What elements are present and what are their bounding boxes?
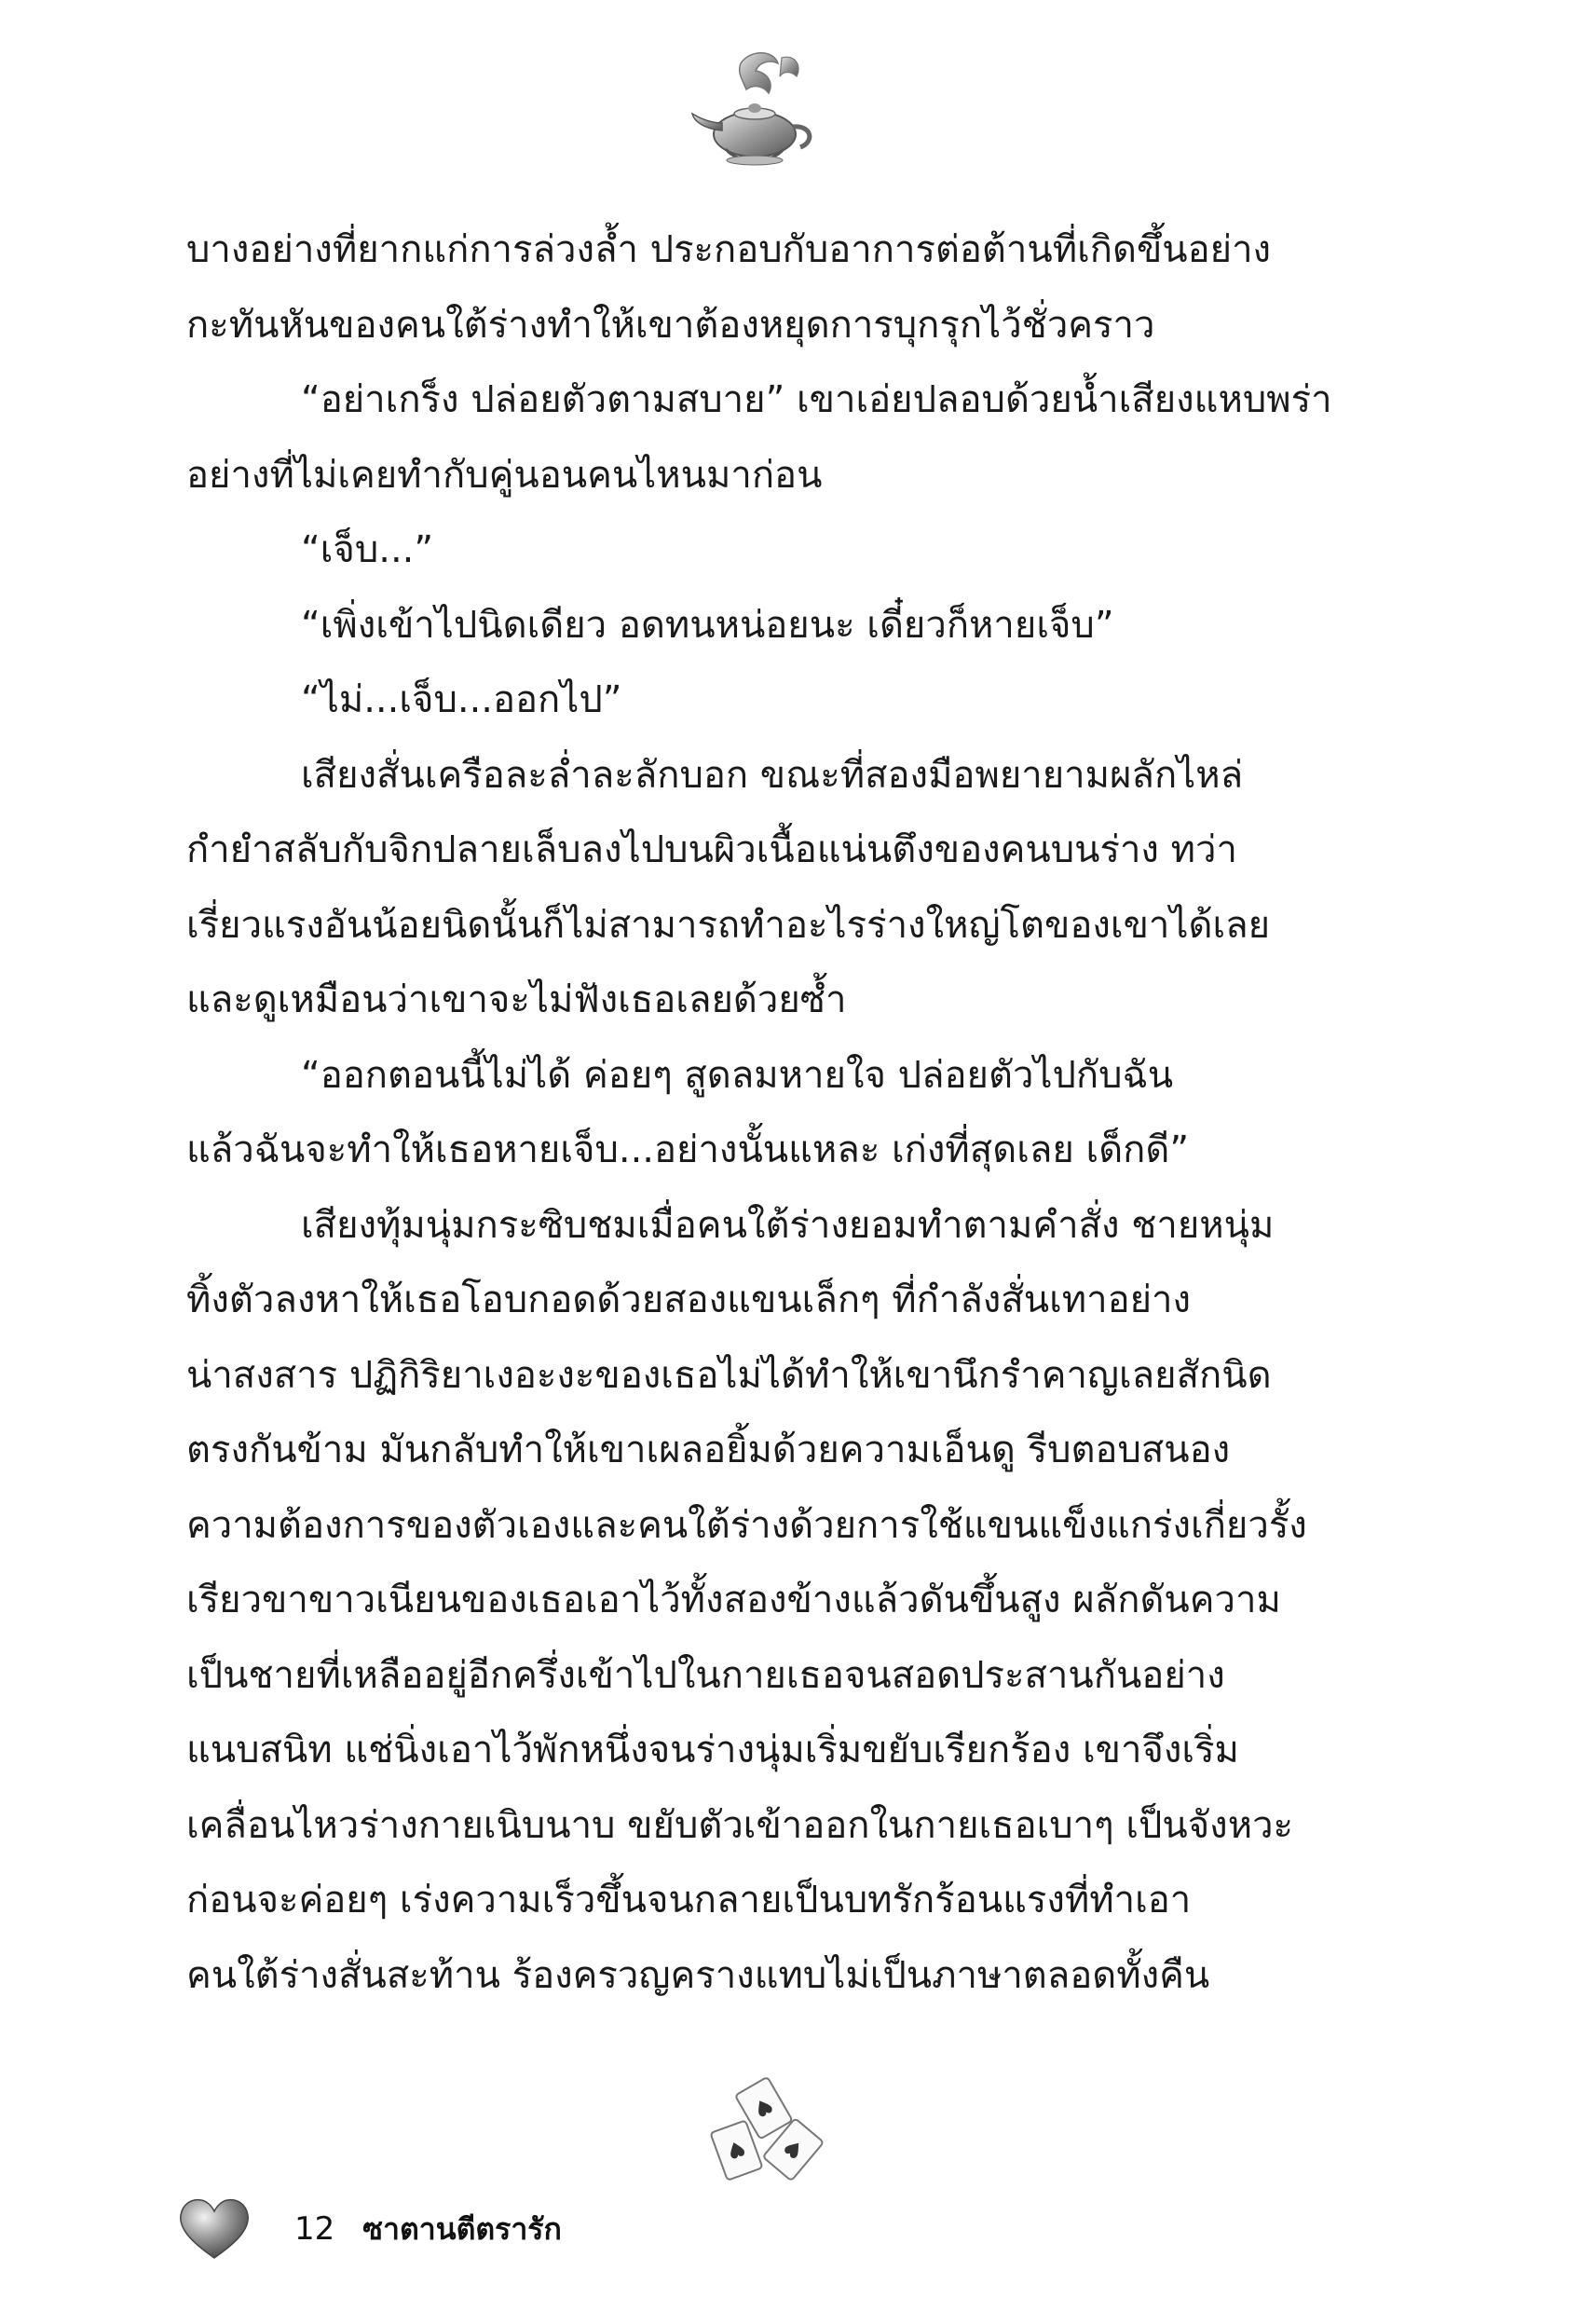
paragraph-line: ก่อนจะค่อยๆ เร่งความเร็วขึ้นจนกลายเป็นบทรักร้อนแรงที่ทำเอา (186, 1879, 1192, 1921)
paragraph-line: เป็นชายที่เหลืออยู่อีกครึ่งเข้าไปในกายเธอจนสอดประสานกันอย่าง (186, 1653, 1225, 1697)
paragraph-line: แล้วฉันจะทำให้เธอหายเจ็บ...อย่างนั้นแหละ เก่งที่สุดเลย เด็กดี” (186, 1128, 1190, 1171)
playing-cards-icon (701, 2071, 831, 2192)
paragraph-line: เสียงสั่นเครือละล่ำละลักบอก ขณะที่สองมือพยายามผลักไหล่ (301, 753, 1244, 797)
teapot-fairy-icon (685, 45, 825, 185)
paragraph-line: เคลื่อนไหวร่างกายเนิบนาบ ขยับตัวเข้าออกในกายเธอเบาๆ เป็นจังหวะ (186, 1803, 1294, 1847)
paragraph-line: “ไม่...เจ็บ...ออกไป” (301, 678, 622, 721)
paragraph-line: “ออกตอนนี้ไม่ได้ ค่อยๆ สูดลมหายใจ ปล่อยตัวไปกับฉัน (301, 1053, 1174, 1097)
paragraph-line: ความต้องการของตัวเองและคนใต้ร่างด้วยการใช้แขนแข็งแกร่งเกี่ยวรั้ง (186, 1503, 1307, 1547)
book-title: ซาตานตีตรารัก (362, 2210, 562, 2247)
paragraph-line: เรียวขาขาวเนียนของเธอเอาไว้ทั้งสองข้างแล้วดันขึ้นสูง ผลักดันความ (186, 1579, 1281, 1621)
paragraph-line: บางอย่างที่ยากแก่การล่วงล้ำ ประกอบกับอาการต่อต้านที่เกิดขึ้นอย่าง (186, 228, 1272, 271)
paragraph-line: เสียงทุ้มนุ่มกระซิบชมเมื่อคนใต้ร่างยอมทำตามคำสั่ง ชายหนุ่ม (301, 1203, 1275, 1247)
paragraph-line: กำยำสลับกับจิกปลายเล็บลงไปบนผิวเนื้อแน่นตึงของคนบนร่าง ทว่า (186, 828, 1237, 871)
paragraph-line: “เพิ่งเข้าไปนิดเดียว อดทนหน่อยนะ เดี๋ยวก็หายเจ็บ” (301, 603, 1114, 647)
heart-icon (177, 2196, 252, 2262)
paragraph-line: แนบสนิท แช่นิ่งเอาไว้พักหนึ่งจนร่างนุ่มเริ่มขยับเรียกร้อง เขาจึงเริ่ม (186, 1729, 1239, 1771)
paragraph-line: กะทันหันของคนใต้ร่างทำให้เขาต้องหยุดการบุกรุกไว้ชั่วคราว (186, 303, 1155, 347)
paragraph-line: อย่างที่ไม่เคยทำกับคู่นอนคนไหนมาก่อน (186, 453, 823, 497)
paragraph-line: และดูเหมือนว่าเขาจะไม่ฟังเธอเลยด้วยซ้ำ (186, 978, 847, 1021)
paragraph-line: “เจ็บ...” (301, 528, 434, 571)
paragraph-line: ตรงกันข้าม มันกลับทำให้เขาเผลอยิ้มด้วยความเอ็นดู รีบตอบสนอง (186, 1429, 1231, 1471)
page-footer (177, 2192, 562, 2266)
paragraph-line: ทิ้งตัวลงหาให้เธอโอบกอดด้วยสองแขนเล็กๆ ที่กำลังสั่นเทาอย่าง (186, 1279, 1192, 1321)
paragraph-line: “อย่าเกร็ง ปล่อยตัวตามสบาย” เขาเอ่ยปลอบด้วยน้ำเสียงแหบพร่า (301, 378, 1332, 421)
paragraph-line: น่าสงสาร ปฏิกิริยาเงอะงะของเธอไม่ได้ทำให้เขานึกรำคาญเลยสักนิด (186, 1353, 1272, 1397)
paragraph-line: เรี่ยวแรงอันน้อยนิดนั้นก็ไม่สามารถทำอะไรร่างใหญ่โตของเขาได้เลย (186, 903, 1271, 947)
body-text (186, 212, 1332, 2013)
page-number: 12 (294, 2210, 335, 2248)
paragraph-line: คนใต้ร่างสั่นสะท้าน ร้องครวญครางแทบไม่เป็นภาษาตลอดทั้งคืน (186, 1953, 1210, 1997)
